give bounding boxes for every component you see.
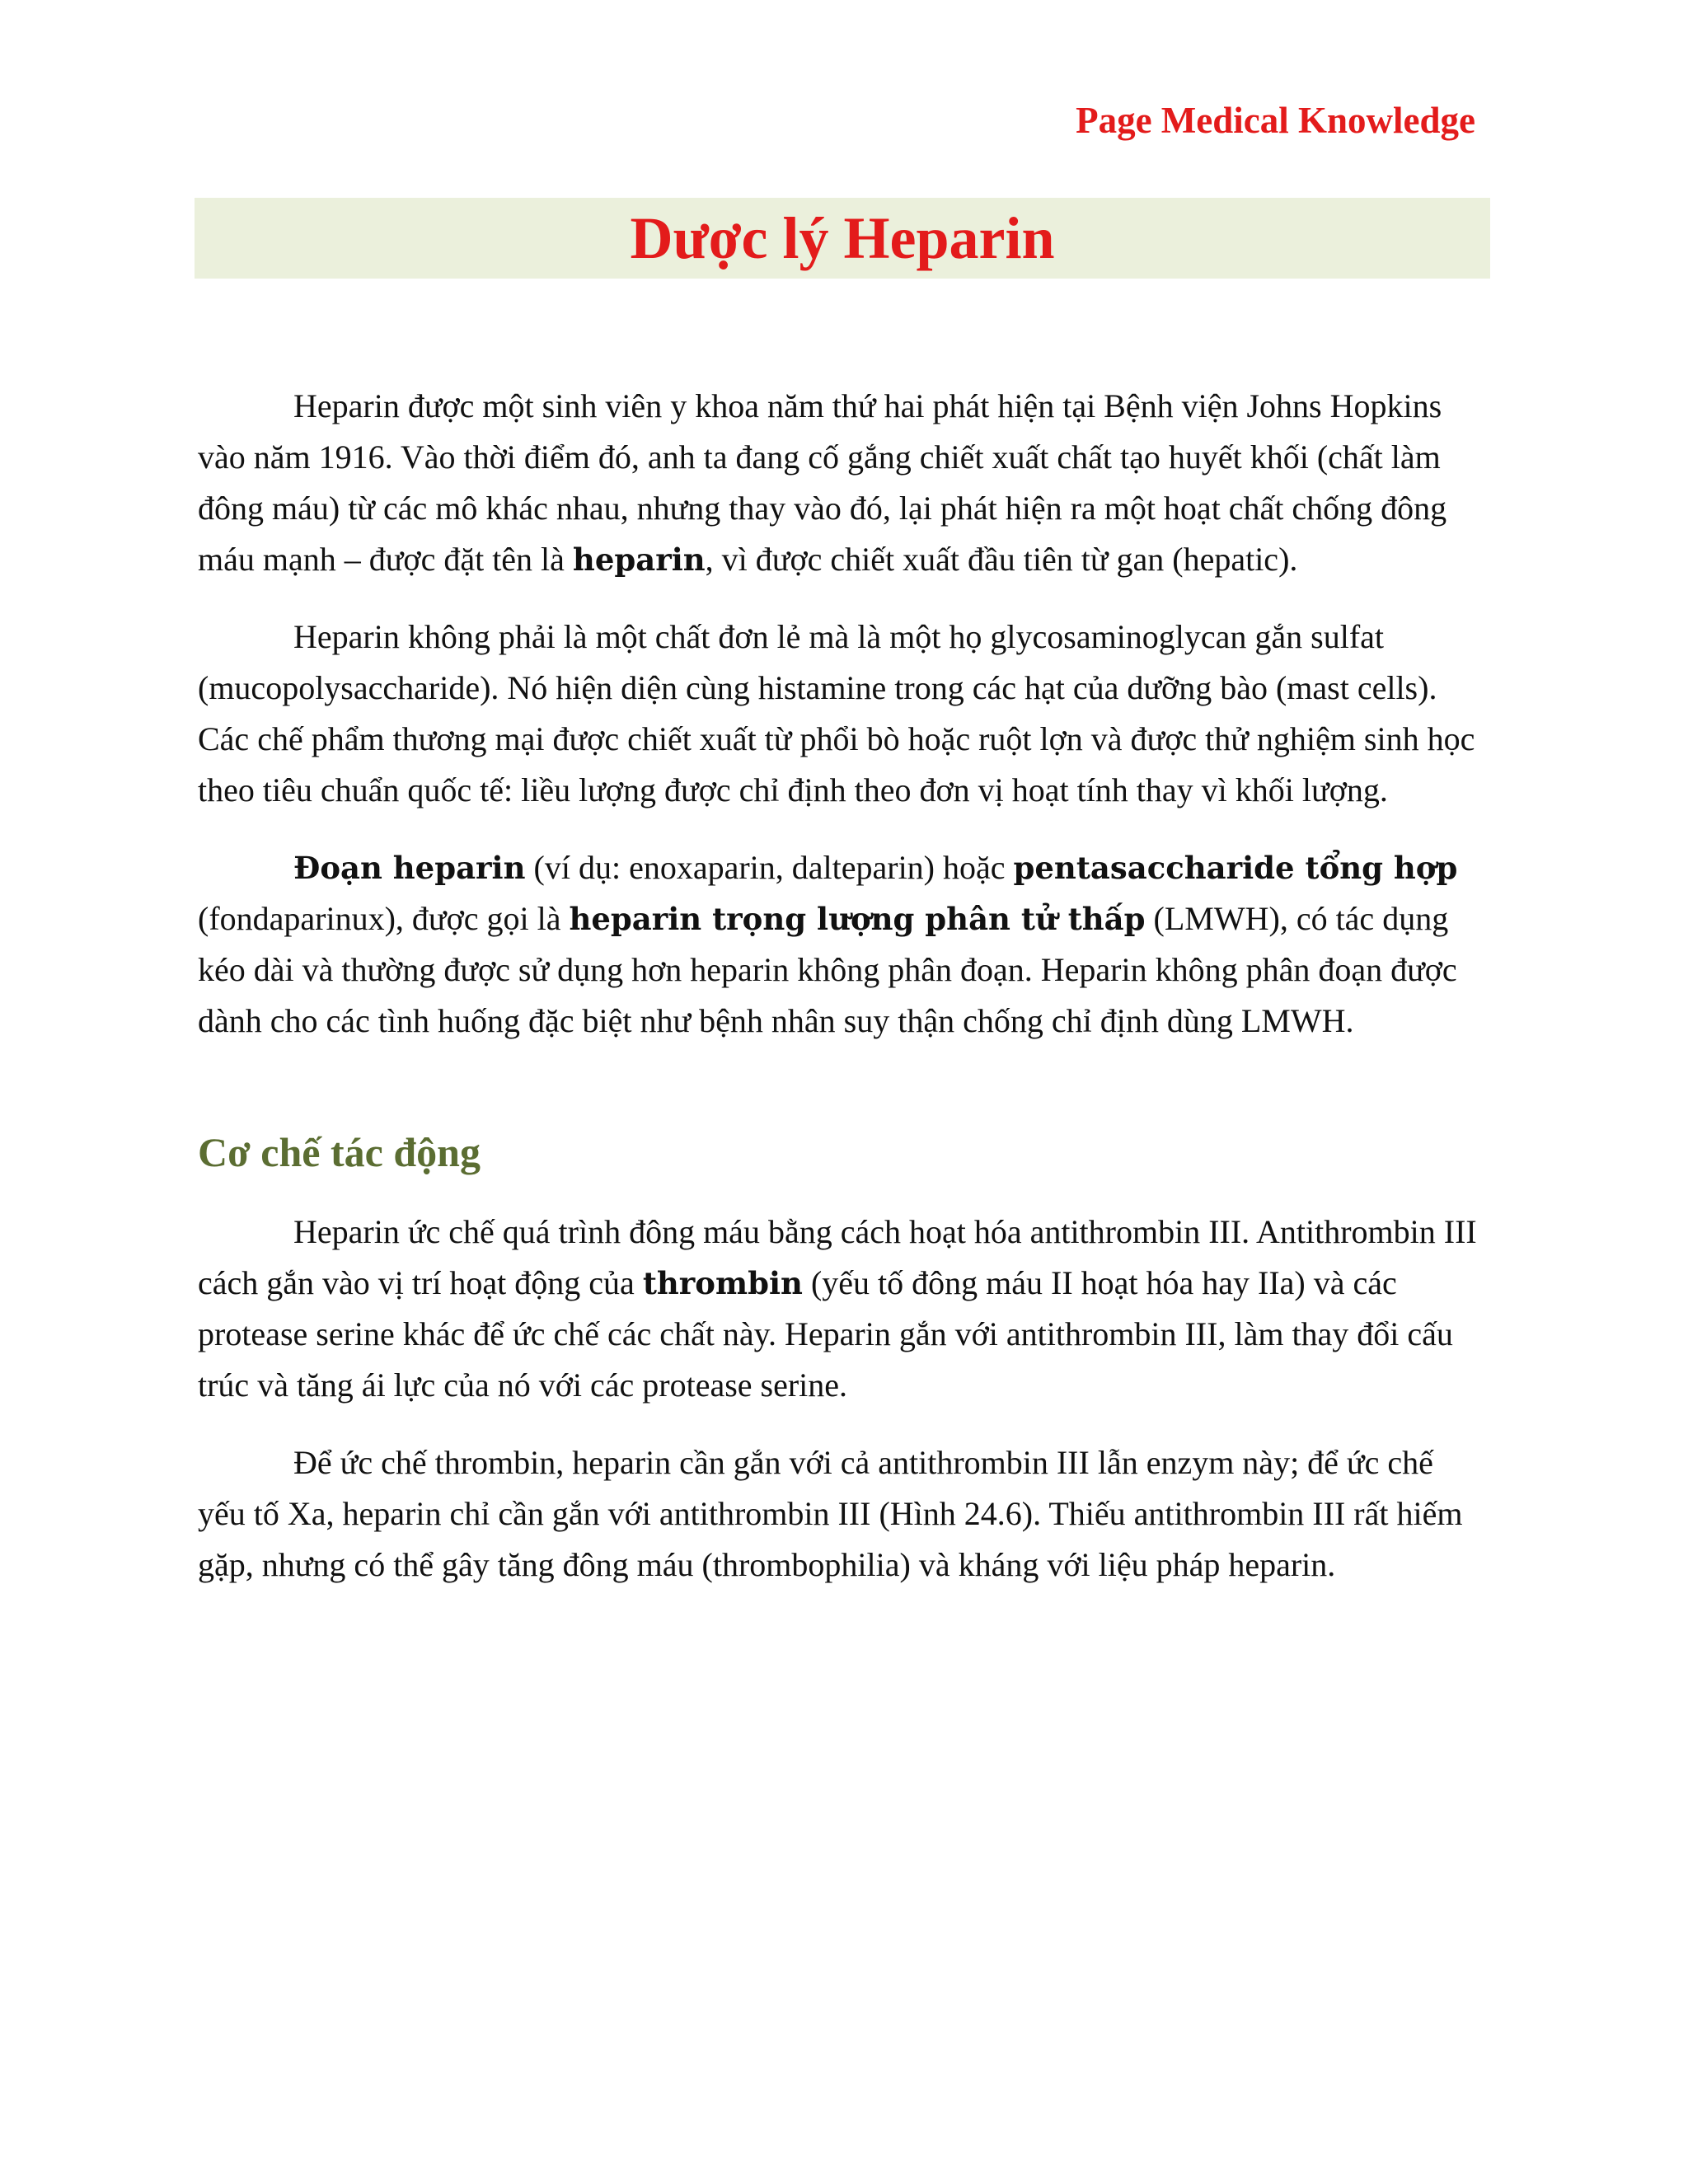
bold-term: pentasaccharide tổng hợp (1013, 850, 1458, 886)
bold-term: thrombin (642, 1265, 803, 1301)
text-run: (yếu tố đông máu II hoạt hóa hay IIa) và các protease serine khác để ức chế các chất này. Heparin gắn với antithrombin III, làm thay đổi cấu trúc và tăng ái lực của nó với các protease serine. (198, 1264, 1453, 1404)
paragraph-discovery (198, 381, 1484, 585)
text-run: Heparin được một sinh viên y khoa năm thứ hai phát hiện tại Bệnh viện Johns Hopkins vào năm 1916. Vào thời điểm đó, anh ta đang cố gắng chiết xuất chất tạo huyết khối (chất làm đông máu) từ các mô khác nhau, nhưng thay vào đó, lại phát hiện ra một hoạt chất chống đông máu mạnh – được đặt tên là (198, 387, 1447, 578)
document-body (198, 381, 1484, 1617)
bold-term: heparin trọng lượng phân tử thấp (569, 901, 1146, 937)
text-run: (fondaparinux), được gọi là (198, 900, 570, 937)
header-brand: Page Medical Knowledge (1076, 100, 1475, 141)
text-run: Heparin ức chế quá trình đông máu bằng cách hoạt hóa antithrombin III. Antithrombin III cách gắn vào vị trí hoạt động của (198, 1213, 1477, 1301)
paragraph-composition (198, 612, 1484, 816)
paragraph-inhibition (198, 1437, 1484, 1591)
text-run: Để ức chế thrombin, heparin cần gắn với cả antithrombin III lẫn enzym này; để ức chế yếu tố Xa, heparin chỉ cần gắn với antithrombin III (Hình 24.6). Thiếu antithrombin III rất hiếm gặp, nhưng có thể gây tăng đông máu (thrombophilia) và kháng với liệu pháp heparin. (198, 1444, 1463, 1583)
section-heading-mechanism: Cơ chế tác động (198, 1129, 481, 1175)
bold-term: Đoạn heparin (293, 850, 526, 886)
bold-term: heparin (572, 541, 706, 578)
text-run: (LMWH), có tác dụng kéo dài và thường được sử dụng hơn heparin không phân đoạn. Heparin không phân đoạn được dành cho các tình huống đặc biệt như bệnh nhân suy thận chống chỉ định dùng LMWH. (198, 900, 1457, 1039)
text-run: (ví dụ: enoxaparin, dalteparin) hoặc (525, 849, 1014, 886)
paragraph-mechanism (198, 1207, 1484, 1411)
document-title: Dược lý Heparin (630, 205, 1055, 271)
text-run: Heparin không phải là một chất đơn lẻ mà là một họ glycosaminoglycan gắn sulfat (mucopolysaccharide). Nó hiện diện cùng histamine trong các hạt của dưỡng bào (mast cells). Các chế phẩm thương mại được chiết xuất từ phổi bò hoặc ruột lợn và được thử nghiệm sinh học theo tiêu chuẩn quốc tế: liều lượng được chỉ định theo đơn vị hoạt tính thay vì khối lượng. (198, 618, 1475, 808)
text-run: , vì được chiết xuất đầu tiên từ gan (hepatic). (705, 541, 1298, 578)
paragraph-lmwh (198, 842, 1484, 1047)
title-banner (195, 198, 1490, 279)
